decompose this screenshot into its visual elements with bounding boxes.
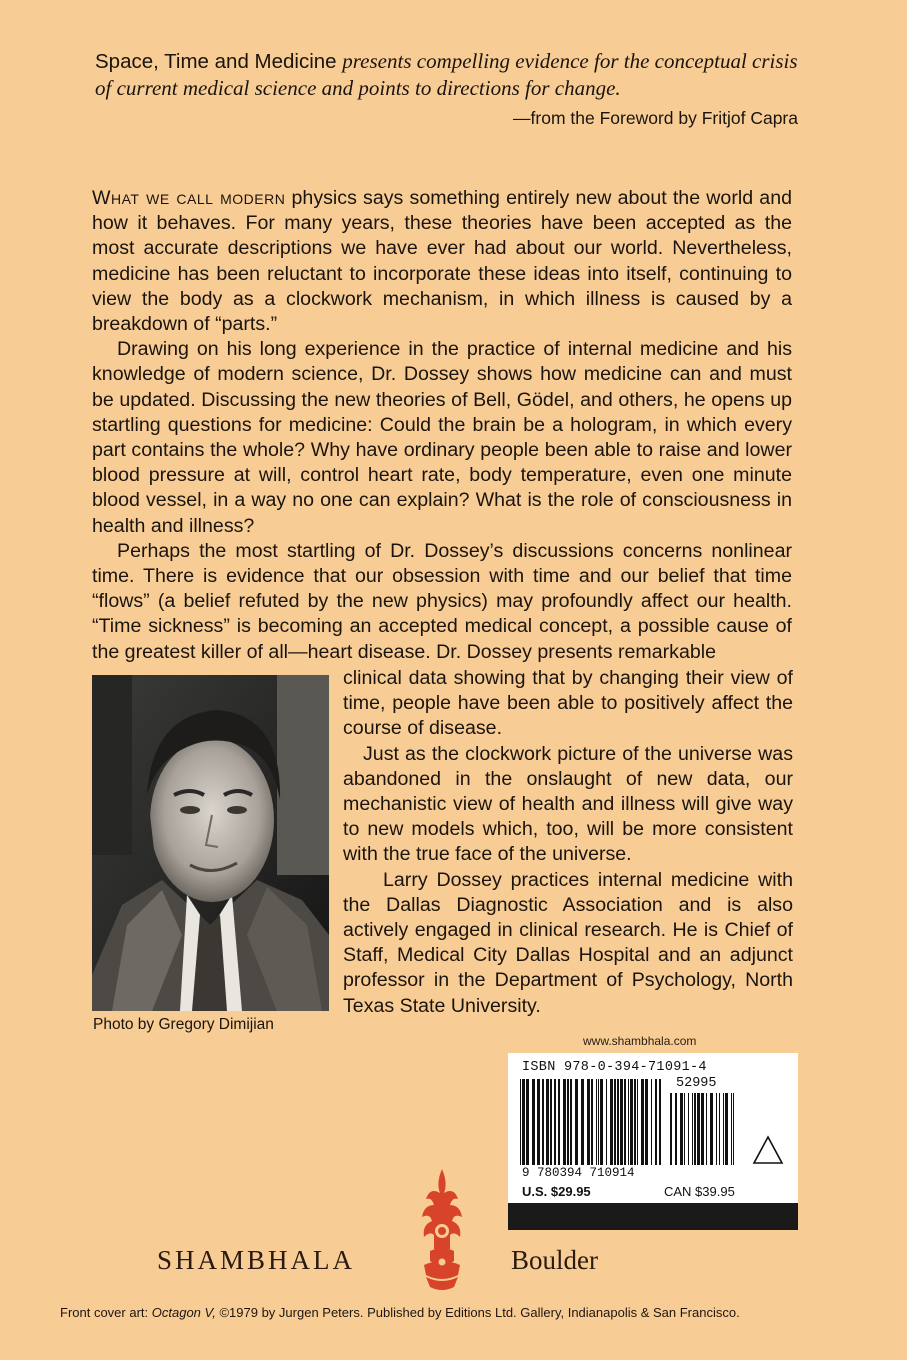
barcode-bar	[694, 1093, 696, 1165]
barcode-bar	[723, 1093, 724, 1165]
barcode-bar	[731, 1093, 732, 1165]
barcode-bar	[692, 1093, 693, 1165]
barcode-bar	[542, 1079, 544, 1165]
barcode-bar	[630, 1079, 633, 1165]
barcode-bar	[655, 1079, 657, 1165]
barcode-bar	[645, 1079, 648, 1165]
barcode-bar	[550, 1079, 552, 1165]
barcode-bar	[680, 1093, 683, 1165]
barcode-bar	[634, 1079, 636, 1165]
barcode-panel	[508, 1053, 798, 1203]
addon-barcode	[670, 1093, 736, 1165]
barcode-bar	[710, 1093, 713, 1165]
paragraph-4: Just as the clockwork picture of the universe was abandoned in the onslaught of new data, our mechanistic view of health and illness will give way to new models which, too, will be more consistent with the true face of the universe.	[343, 742, 793, 866]
photo-credit: Photo by Gregory Dimijian	[93, 1016, 274, 1033]
barcode-bar	[591, 1079, 593, 1165]
barcode-bar	[701, 1093, 704, 1165]
barcode-bar	[610, 1079, 613, 1165]
barcode-bar	[581, 1079, 584, 1165]
cover-blurb	[95, 48, 815, 102]
barcode-bar	[659, 1079, 661, 1165]
description-top	[92, 186, 792, 665]
price-us: U.S. $29.95	[522, 1184, 591, 1199]
barcode-bar	[688, 1093, 689, 1165]
art-title: Octagon V,	[151, 1305, 216, 1320]
barcode-bar	[520, 1079, 521, 1165]
publisher-url: www.shambhala.com	[583, 1034, 697, 1048]
barcode-bar	[558, 1079, 560, 1165]
cover-art-credit	[60, 1305, 740, 1320]
barcode-bar	[628, 1079, 629, 1165]
barcode-bar	[587, 1079, 590, 1165]
barcode-bar	[575, 1079, 578, 1165]
barcode-bar	[606, 1079, 607, 1165]
lead-small-caps: What we call modern	[92, 187, 286, 209]
paragraph-3-wrap: clinical data showing that by changing their view of time, people have been able to positively affect the course of disease.	[343, 667, 793, 740]
barcode-bar	[670, 1093, 672, 1165]
warning-triangle-icon	[752, 1135, 784, 1165]
barcode-bar	[624, 1079, 626, 1165]
author-bio: Larry Dossey practices internal medicine with the Dallas Diagnostic Association and is also actively engaged in clinical research. He is Chief of Staff, Medical City Dallas Hospital and an adjunct professor in the Department of Psychology, North Texas State University.	[343, 868, 793, 1017]
barcode-bar	[614, 1079, 616, 1165]
barcode-bar	[697, 1093, 700, 1165]
barcode-bar	[620, 1079, 623, 1165]
shambhala-logo-icon	[414, 1165, 470, 1293]
barcode-bar	[570, 1079, 572, 1165]
barcode-bar	[563, 1079, 566, 1165]
barcode-bar	[716, 1093, 717, 1165]
ean-digits: 9 780394 710914	[522, 1166, 635, 1180]
author-photo	[92, 675, 329, 1011]
barcode-bar	[706, 1093, 707, 1165]
barcode-bar	[641, 1079, 644, 1165]
barcode-bar	[675, 1093, 677, 1165]
barcode-band	[508, 1203, 798, 1230]
foreword-credit: —from the Foreword by Fritjof Capra	[513, 108, 798, 128]
description-wrap	[343, 666, 793, 1019]
paragraph-1	[92, 186, 792, 337]
publisher-name: SHAMBHALA	[157, 1245, 356, 1275]
paragraph-3-top: Perhaps the most startling of Dr. Dossey’s discussions concerns nonlinear time. There is evidence that our obsession with time and our belief that time “flows” (a belief refuted by the new physics) may profoundly affect our health. “Time sickness” is becoming an accepted medical concept, a possible cause of the greatest killer of all—heart disease. Dr. Dossey presents remarkable	[92, 539, 792, 663]
barcode-bar	[651, 1079, 652, 1165]
paragraph-2: Drawing on his long experience in the practice of internal medicine and his knowledge of modern science, Dr. Dossey shows how medicine can and must be updated. Discussing the new theories of Bell, Gödel, and others, he opens up startling questions for medicine: Could the brain be a hologram, in which every part contains the whole? Why have ordinary people been able to raise and lower blood pressure at will, control heart rate, body temperature, even one minute blood vessel, in a way no one can explain? What is the role of consciousness in health and illness?	[92, 338, 792, 537]
barcode-bar	[684, 1093, 685, 1165]
ean-barcode	[520, 1079, 664, 1165]
price-can: CAN $39.95	[664, 1184, 735, 1199]
barcode-bar	[567, 1079, 569, 1165]
barcode-bar	[554, 1079, 556, 1165]
barcode-bar	[725, 1093, 728, 1165]
barcode-bar	[546, 1079, 549, 1165]
footer-prefix: Front cover art:	[60, 1305, 149, 1320]
barcode-bar	[617, 1079, 619, 1165]
barcode-bar	[719, 1093, 720, 1165]
blurb-text: presents compelling evidence for the conceptual crisis of current medical science and points to directions for change.	[95, 49, 798, 100]
barcode-bar	[522, 1079, 525, 1165]
barcode-bar	[733, 1093, 734, 1165]
book-title: Space, Time and Medicine	[95, 50, 337, 73]
barcode-bar	[637, 1079, 638, 1165]
barcode-bar	[600, 1079, 603, 1165]
footer-rest: ©1979 by Jurgen Peters. Published by Editions Ltd. Gallery, Indianapolis & San Francisco.	[219, 1305, 740, 1320]
barcode-bar	[598, 1079, 599, 1165]
barcode-bar	[526, 1079, 529, 1165]
price-code: 52995	[676, 1076, 717, 1091]
isbn-number: ISBN 978-0-394-71091-4	[522, 1060, 707, 1075]
barcode-bar	[537, 1079, 540, 1165]
author-portrait-image	[92, 675, 329, 1011]
paragraph-1-rest: physics says something entirely new about the world and how it behaves. For many years, these theories have been accepted as the most accurate descriptions we have ever had about our world. Nevertheless, medicine has been reluctant to incorporate these ideas into itself, continuing to view the body as a clockwork mechanism, in which illness is caused by a breakdown of “parts.”	[92, 187, 792, 336]
barcode-bar	[532, 1079, 535, 1165]
publisher-city: Boulder	[511, 1245, 598, 1275]
barcode-bar	[596, 1079, 597, 1165]
